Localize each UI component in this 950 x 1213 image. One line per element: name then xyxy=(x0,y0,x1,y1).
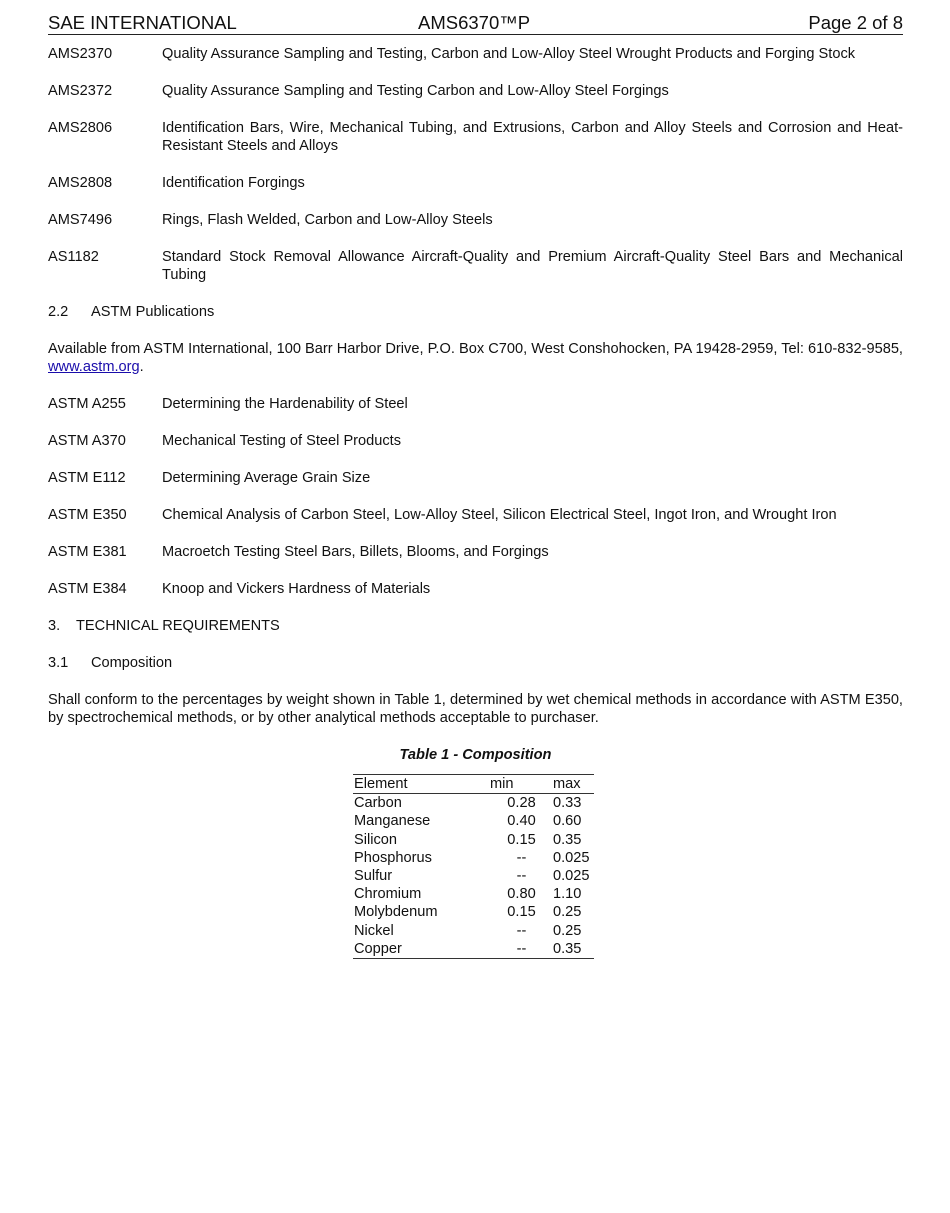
section-number: 2.2 xyxy=(48,304,69,320)
table-row xyxy=(353,903,594,921)
cell-element: Silicon xyxy=(354,831,397,848)
cell-max: 0.33 xyxy=(553,795,582,812)
reference-code: ASTM A255 xyxy=(48,396,126,412)
reference-code: ASTM E384 xyxy=(48,581,127,597)
reference-item xyxy=(48,580,903,598)
cell-element: Manganese xyxy=(354,813,431,830)
reference-title: Knoop and Vickers Hardness of Materials xyxy=(162,581,431,597)
reference-item xyxy=(48,432,903,450)
reference-title: Quality Assurance Sampling and Testing Carbon and Low-Alloy Steel Forgings xyxy=(162,83,669,99)
table-row xyxy=(353,922,594,940)
table-row xyxy=(353,885,594,903)
reference-title: Rings, Flash Welded, Carbon and Low-Alloy Steels xyxy=(162,212,493,228)
table-caption: Table 1 - Composition xyxy=(399,747,552,763)
cell-element: Phosphorus xyxy=(354,849,432,866)
cell-min: 0.15 xyxy=(507,831,536,848)
reference-code: AMS2808 xyxy=(48,175,113,191)
reference-item xyxy=(48,211,903,229)
column-header-max: max xyxy=(553,775,594,794)
reference-code: AMS2370 xyxy=(48,46,113,62)
section-3-1-heading xyxy=(48,654,903,672)
reference-title: Standard Stock Removal Allowance Aircraft-Quality and Premium Aircraft-Quality Steel Bars and Mechanical Tubing xyxy=(162,249,903,283)
reference-item xyxy=(48,119,903,155)
reference-title: Chemical Analysis of Carbon Steel, Low-Alloy Steel, Silicon Electrical Steel, Ingot Iron, and Wrought Iron xyxy=(162,507,837,523)
reference-item xyxy=(48,469,903,487)
cell-max: 0.25 xyxy=(553,922,582,939)
reference-title: Identification Bars, Wire, Mechanical Tubing, and Extrusions, Carbon and Alloy Steels and Corrosion and Heat-Resistant Steels and Alloys xyxy=(162,120,903,154)
table-row xyxy=(353,849,594,867)
header-page-number: Page 2 of 8 xyxy=(808,12,903,33)
column-header-element: Element xyxy=(353,775,490,794)
table-row xyxy=(353,940,594,959)
reference-item xyxy=(48,45,903,63)
reference-item xyxy=(48,174,903,192)
table-row xyxy=(353,831,594,849)
table-row xyxy=(353,812,594,830)
section-title: Composition xyxy=(91,655,173,671)
reference-code: ASTM A370 xyxy=(48,433,126,449)
cell-max: 0.025 xyxy=(553,868,590,885)
reference-code: ASTM E112 xyxy=(48,470,126,486)
reference-title: Determining the Hardenability of Steel xyxy=(162,396,408,412)
header-doc-id: AMS6370™P xyxy=(418,12,531,33)
cell-element: Sulfur xyxy=(354,868,393,885)
sae-reference-list xyxy=(48,45,903,284)
reference-code: AMS7496 xyxy=(48,212,113,228)
cell-min: -- xyxy=(516,940,527,957)
reference-code: AMS2806 xyxy=(48,120,113,136)
reference-item xyxy=(48,82,903,100)
reference-code: AS1182 xyxy=(48,249,99,265)
reference-item xyxy=(48,395,903,413)
reference-code: ASTM E350 xyxy=(48,507,127,523)
section-title: ASTM Publications xyxy=(91,304,215,320)
cell-element: Copper xyxy=(354,940,402,957)
composition-paragraph: Shall conform to the percentages by weight shown in Table 1, determined by wet chemical methods in accordance with ASTM E350, by spectrochemical methods, or by other analytical methods acceptable to purchaser. xyxy=(48,692,903,726)
header-org: SAE INTERNATIONAL xyxy=(48,12,237,33)
section-3-heading xyxy=(48,617,903,635)
table-header-row xyxy=(353,775,594,794)
reference-title: Quality Assurance Sampling and Testing, Carbon and Low-Alloy Steel Wrought Products and Forging Stock xyxy=(162,46,856,62)
cell-max: 1.10 xyxy=(553,886,582,903)
cell-element: Carbon xyxy=(354,795,402,812)
cell-min: 0.40 xyxy=(507,813,536,830)
cell-max: 0.025 xyxy=(553,849,590,866)
cell-element: Nickel xyxy=(354,922,394,939)
reference-item xyxy=(48,543,903,561)
document-page xyxy=(48,12,903,959)
cell-min: -- xyxy=(516,868,527,885)
astm-website-link[interactable]: www.astm.org xyxy=(48,359,140,375)
section-number: 3. xyxy=(48,618,61,634)
composition-table xyxy=(353,774,594,959)
table-row xyxy=(353,794,594,813)
section-title: TECHNICAL REQUIREMENTS xyxy=(76,618,280,634)
astm-address-text: Available from ASTM International, 100 Barr Harbor Drive, P.O. Box C700, West Conshohocken, PA 19428-2959, Tel: 610-832-9585, xyxy=(48,341,903,357)
cell-max: 0.35 xyxy=(553,940,582,957)
cell-min: -- xyxy=(516,922,527,939)
cell-max: 0.35 xyxy=(553,831,582,848)
cell-min: 0.28 xyxy=(507,795,536,812)
table-row xyxy=(353,867,594,885)
cell-max: 0.25 xyxy=(553,904,582,921)
reference-title: Macroetch Testing Steel Bars, Billets, Blooms, and Forgings xyxy=(162,544,549,560)
cell-element: Molybdenum xyxy=(354,904,438,921)
reference-title: Identification Forgings xyxy=(162,175,305,191)
reference-item xyxy=(48,248,903,284)
section-2-2-heading xyxy=(48,303,903,321)
astm-reference-list xyxy=(48,395,903,598)
cell-max: 0.60 xyxy=(553,813,582,830)
reference-title: Determining Average Grain Size xyxy=(162,470,371,486)
cell-min: 0.80 xyxy=(507,886,536,903)
section-number: 3.1 xyxy=(48,655,69,671)
astm-address-end: . xyxy=(139,359,144,375)
reference-item xyxy=(48,506,903,524)
astm-availability-paragraph xyxy=(48,340,903,376)
reference-title: Mechanical Testing of Steel Products xyxy=(162,433,402,449)
cell-element: Chromium xyxy=(354,886,422,903)
reference-code: ASTM E381 xyxy=(48,544,127,560)
cell-min: -- xyxy=(516,849,527,866)
cell-min: 0.15 xyxy=(507,904,536,921)
reference-code: AMS2372 xyxy=(48,83,113,99)
page-header xyxy=(48,12,903,35)
column-header-min: min xyxy=(490,775,553,794)
